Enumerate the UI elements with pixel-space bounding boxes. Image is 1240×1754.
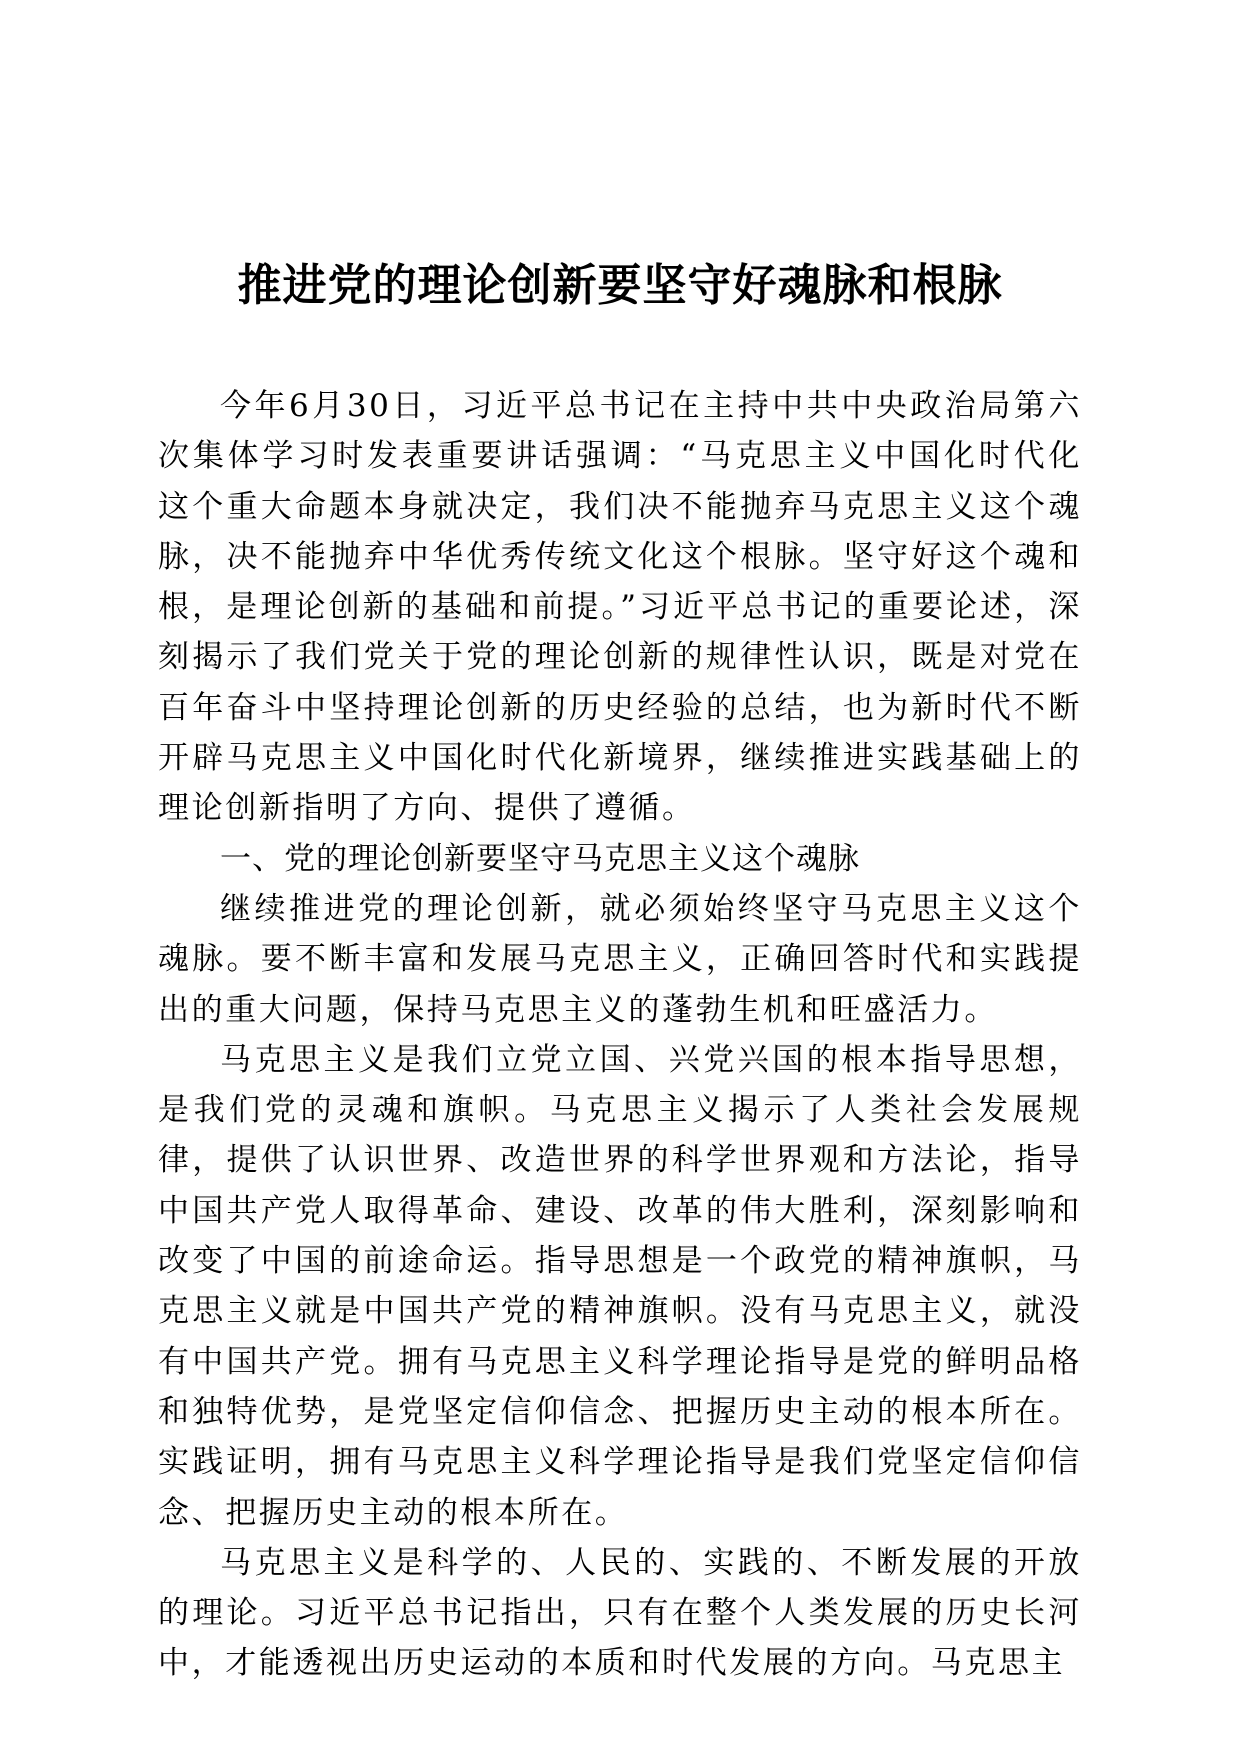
section-heading: 一、党的理论创新要坚守马克思主义这个魂脉 (220, 840, 860, 877)
paragraph: 继续推进党的理论创新，就必须始终坚守马克思主义这个魂脉。要不断丰富和发展马克思主义，正确回答时代和实践提出的重大问题，保持马克思主义的蓬勃生机和旺盛活力。 (158, 890, 1082, 1028)
paragraph: 马克思主义是我们立党立国、兴党兴国的根本指导思想，是我们党的灵魂和旗帜。马克思主义揭示了人类社会发展规律，提供了认识世界、改造世界的科学世界观和方法论，指导中国共产党人取得革命、建设、改革的伟大胜利，深刻影响和改变了中国的前途命运。指导思想是一个政党的精神旗帜，马克思主义就是中国共产党的精神旗帜。没有马克思主义，就没有中国共产党。拥有马克思主义科学理论指导是党的鲜明品格和独特优势，是党坚定信仰信念、把握历史主动的根本所在。实践证明，拥有马克思主义科学理论指导是我们党坚定信仰信念、把握历史主动的根本所在。 (158, 1041, 1082, 1531)
paragraph: 今年6月30日，习近平总书记在主持中共中央政治局第六次集体学习时发表重要讲话强调：“马克思主义中国化时代化这个重大命题本身就决定，我们决不能抛弃马克思主义这个魂脉，决不能抛弃中华优秀传统文化这个根脉。坚守好这个魂和根，是理论创新的基础和前提。”习近平总书记的重要论述，深刻揭示了我们党关于党的理论创新的规律性认识，既是对党在百年奋斗中坚持理论创新的历史经验的总结，也为新时代不断开辟马克思主义中国化时代化新境界，继续推进实践基础上的理论创新指明了方向、提供了遵循。 (158, 388, 1082, 827)
paragraph: 马克思主义是科学的、人民的、实践的、不断发展的开放的理论。习近平总书记指出，只有在整个人类发展的历史长河中，才能透视出历史运动的本质和时代发展的方向。马克思主 (158, 1544, 1082, 1682)
document-title: 推进党的理论创新要坚守好魂脉和根脉 (237, 260, 1003, 311)
document-body (158, 381, 1082, 1689)
